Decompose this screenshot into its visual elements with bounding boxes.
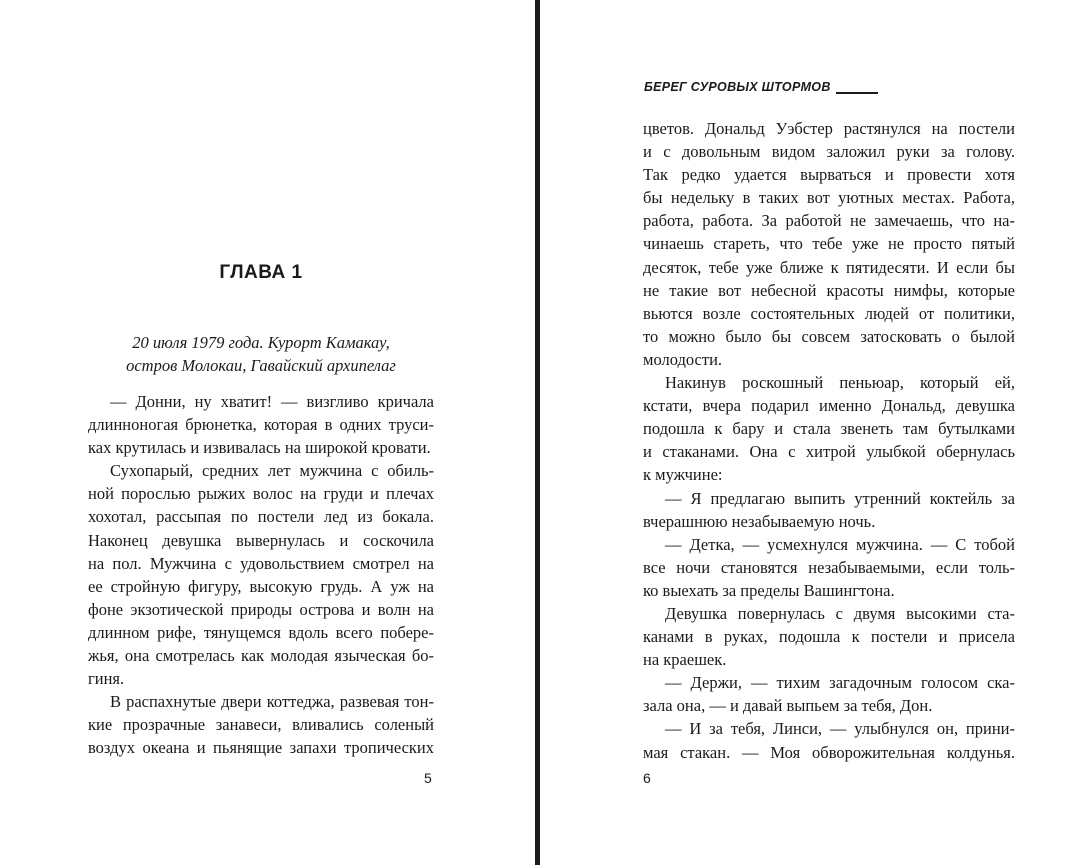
text-line: вчерашнюю незабываемую ночь. xyxy=(643,511,876,531)
chapter-title: ГЛАВА 1 xyxy=(219,262,303,283)
text-line: работа, работа. За работой не замечаешь, что на- xyxy=(643,211,1015,231)
text-line: зала она, — и давай выпьем за тебя, Дон. xyxy=(643,696,933,716)
running-head: БЕРЕГ СУРОВЫХ ШТОРМОВ xyxy=(644,80,831,94)
text-line: — Держи, — тихим загадочным голосом ска- xyxy=(665,673,1015,693)
right-page xyxy=(540,0,1077,865)
body-text-left xyxy=(88,390,434,760)
text-line: на пол. Мужчина с удовольствием смотрел на xyxy=(88,553,434,573)
text-line: все ночи становятся незабываемыми, если толь- xyxy=(643,557,1015,577)
epigraph xyxy=(88,331,434,377)
text-line: Наконец девушка вывернулась и соскочила xyxy=(88,530,434,550)
text-line: — Донни, ну хватит! — визгливо кричала xyxy=(110,392,434,411)
text-line: ках крутилась и извивалась на широкой кровати. xyxy=(88,438,431,458)
text-line: гиня. xyxy=(88,669,125,689)
text-line: подошла к бару и стала звенеть там бутылками xyxy=(643,419,1015,439)
text-line: канами в руках, подошла к постели и присела xyxy=(643,627,1015,647)
text-line: Так редко удается вырваться и провести хотя xyxy=(643,165,1015,185)
text-line: ко выехать за пределы Вашингтона. xyxy=(643,580,895,600)
text-line: — И за тебя, Линси, — улыбнулся он, прини- xyxy=(665,719,1015,739)
text-line: кстати, вчера подарил именно Дональд, девушка xyxy=(643,396,1015,416)
text-line: В распахнутые двери коттеджа, развевая тон- xyxy=(110,692,434,712)
text-line: вьются возле состоятельных людей от политики, xyxy=(643,303,1015,323)
text-line: фоне экзотической природы острова и волн на xyxy=(88,599,434,619)
text-line: ной порослью рыжих волос на груди и плечах xyxy=(88,484,434,504)
text-line: — Я предлагаю выпить утренний коктейль за xyxy=(665,488,1015,508)
text-line: цветов. Дональд Уэбстер растянулся на постели xyxy=(643,119,1015,138)
text-line: жья, она смотрелась как молодая языческая бо- xyxy=(88,646,434,666)
text-line: Девушка повернулась с двумя высокими ста- xyxy=(665,603,1015,623)
text-line: и с довольным видом заложил руки за голову. xyxy=(643,142,1015,162)
text-line: длинноногая брюнетка, которая в одних труси- xyxy=(88,415,434,435)
text-line: бы недельку в таких вот уютных местах. Работа, xyxy=(643,188,1015,208)
text-line: к мужчине: xyxy=(643,465,723,485)
text-line: чинаешь стареть, что тебе уже не просто пятый xyxy=(643,234,1015,254)
epigraph-line: 20 июля 1979 года. Курорт Камакау, xyxy=(132,333,390,352)
text-line: ее стройную фигуру, высокую грудь. А уж на xyxy=(88,576,434,596)
text-line: Накинув роскошный пеньюар, который ей, xyxy=(665,373,1015,393)
page-number-right: 6 xyxy=(643,770,651,786)
text-line: кие прозрачные занавеси, вливались соленый xyxy=(88,715,434,735)
text-line: не такие вот небесной красоты нимфы, которые xyxy=(643,280,1015,300)
page-number-left: 5 xyxy=(424,770,432,786)
left-page xyxy=(0,0,535,865)
text-line: Сухопарый, средних лет мужчина с обиль- xyxy=(110,461,434,481)
running-head-rule xyxy=(836,92,878,94)
body-text-right xyxy=(643,117,1015,764)
epigraph-line: остров Молокаи, Гавайский архипелаг xyxy=(126,356,396,375)
text-line: длинном рифе, тянущемся вдоль всего побере- xyxy=(88,622,434,642)
text-line: на краешек. xyxy=(643,650,727,670)
text-line: то можно было бы совсем затосковать о былой xyxy=(643,326,1015,346)
text-line: хохотал, рассыпая по постели лед из бокала. xyxy=(88,507,434,527)
text-line: и стаканами. Она с хитрой улыбкой обернулась xyxy=(643,442,1015,462)
text-line: — Детка, — усмехнулся мужчина. — С тобой xyxy=(665,534,1015,554)
text-line: десяток, тебе уже ближе к пятидесяти. И если бы xyxy=(643,257,1015,277)
text-line: воздух океана и пьянящие запахи тропических xyxy=(88,738,434,758)
text-line: мая стакан. — Моя обворожительная колдунья. xyxy=(643,742,1015,762)
text-line: молодости. xyxy=(643,349,723,369)
